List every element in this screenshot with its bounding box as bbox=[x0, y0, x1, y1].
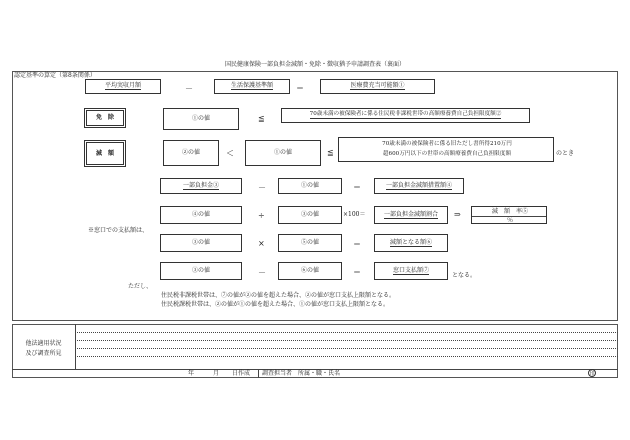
exemption-label-box bbox=[84, 108, 126, 128]
minus-sign-3: － bbox=[258, 268, 266, 277]
medical-payable-box bbox=[320, 79, 435, 94]
when-text: のとき bbox=[556, 150, 575, 157]
findings-line-2 bbox=[75, 340, 618, 341]
signature-separator bbox=[258, 369, 259, 378]
findings-label-line1: 他法適用状況 bbox=[25, 340, 62, 347]
reduction-label: 減 額 bbox=[95, 149, 114, 157]
value3-box-3 bbox=[160, 262, 242, 280]
findings-label-divider bbox=[75, 324, 76, 369]
findings-line-4 bbox=[75, 356, 618, 357]
value5-text: ⑤の値 bbox=[300, 239, 319, 246]
month-label: 月 bbox=[213, 370, 220, 377]
document-title: 国民健康保険一部負担金減額・免除・徴収猶予申請調査表（裏面） bbox=[224, 61, 405, 68]
value2-box bbox=[163, 140, 219, 166]
day-created-label: 日作成 bbox=[232, 370, 251, 377]
year-label: 年 bbox=[188, 370, 195, 377]
reduction-label-box bbox=[84, 140, 126, 167]
section-label: 認定基準の算定（第8条関係） bbox=[14, 72, 96, 79]
exemption-label: 免 除 bbox=[95, 114, 114, 121]
reduced-amount-label: 減額となる額⑥ bbox=[389, 238, 432, 246]
equals-sign-4: ＝ bbox=[353, 268, 361, 277]
reduction-ratio-label: 一部負担金減額割合 bbox=[383, 210, 438, 218]
multiply-sign: × bbox=[258, 239, 265, 248]
findings-label-line2: 及び調査所見 bbox=[25, 350, 62, 357]
window-payment-amount-label: 窓口支払額⑦ bbox=[392, 266, 429, 274]
minus-sign-2: － bbox=[258, 183, 266, 192]
note-taxable: 住民税課税世帯は、②の値が①の値を超えた場合、①の値が窓口支払上限額となる。 bbox=[161, 301, 390, 308]
value3-text-2: ③の値 bbox=[191, 239, 210, 246]
value3-text-3: ③の値 bbox=[191, 267, 210, 274]
findings-line-1 bbox=[75, 332, 618, 333]
equals-sign: ＝ bbox=[296, 84, 304, 93]
reduction-rate-label: 減 額 率⑤ bbox=[491, 208, 528, 215]
livelihood-label: 生活保護基準額 bbox=[230, 82, 273, 89]
window-payment-label: ※窓口での支払額は、 bbox=[88, 227, 149, 234]
value3-box bbox=[278, 206, 342, 224]
value3-box-2 bbox=[160, 234, 242, 252]
reduced-amount-box bbox=[374, 234, 448, 252]
reduction-amount-box bbox=[374, 178, 464, 194]
value5-box bbox=[278, 234, 342, 252]
value2-text: ②の値 bbox=[181, 149, 200, 156]
lt-sign: ＜ bbox=[226, 149, 234, 158]
value1-box-2 bbox=[245, 140, 321, 166]
reduction-rate-box bbox=[471, 206, 547, 224]
avg-income-box bbox=[85, 79, 161, 94]
times100-sign: ×100＝ bbox=[343, 211, 366, 218]
value1-box-3 bbox=[278, 178, 342, 194]
value6-text: ⑥の値 bbox=[300, 267, 319, 274]
seal-icon: 印 bbox=[589, 370, 595, 377]
reduction-amount-label: 一部負担金減額措置額④ bbox=[385, 181, 452, 189]
divide-sign: ÷ bbox=[258, 211, 265, 220]
arrow-sign: ⇒ bbox=[454, 210, 461, 219]
reduction-desc-line1: 70歳未満の被保険者に係る旧ただし書所得210万円 bbox=[382, 141, 512, 147]
minus-sign: － bbox=[185, 84, 193, 93]
reduction-rate-unit: ％ bbox=[506, 217, 513, 224]
however-label: ただし、 bbox=[128, 283, 153, 290]
value1-text-2: ①の値 bbox=[273, 149, 292, 156]
value3-text: ③の値 bbox=[300, 211, 319, 218]
leq-sign-2: ≦ bbox=[327, 148, 334, 157]
copay-label: 一部負担金③ bbox=[182, 181, 219, 189]
exemption-desc-box bbox=[281, 108, 530, 123]
value4-box bbox=[160, 206, 242, 224]
leq-sign: ≦ bbox=[258, 114, 265, 123]
reduction-desc-box bbox=[338, 137, 554, 162]
equals-sign-3: ＝ bbox=[353, 240, 361, 249]
value1-text: ①の値 bbox=[191, 115, 210, 122]
livelihood-box bbox=[214, 79, 290, 94]
exemption-desc: 70歳未満の被保険者に係る住民税非課税世帯の高額療養費自己負担限度額② bbox=[309, 111, 502, 118]
avg-income-label: 平均実収月額 bbox=[104, 82, 141, 89]
value4-text: ④の値 bbox=[191, 211, 210, 218]
reduction-ratio-box bbox=[374, 206, 448, 224]
value1-text-3: ①の値 bbox=[300, 182, 319, 189]
equals-sign-2: ＝ bbox=[353, 183, 361, 192]
investigator-label: 調査担当者 所属・職・氏名 bbox=[262, 370, 341, 377]
findings-line-3 bbox=[75, 348, 618, 349]
value6-box bbox=[278, 262, 342, 280]
window-payment-box bbox=[374, 262, 448, 280]
value1-box bbox=[163, 108, 239, 130]
becomes-text: となる。 bbox=[452, 272, 477, 279]
medical-payable-label: 医療費充当可能額① bbox=[350, 82, 405, 89]
copay-box bbox=[160, 178, 242, 194]
reduction-desc-line2: 超600万円以下の世帯の高額療養費自己負担限度額 bbox=[382, 151, 512, 157]
note-nontaxable: 住民税非課税世帯は、⑦の値が②の値を超えた場合、②の値が窓口支払上限額となる。 bbox=[161, 292, 396, 299]
